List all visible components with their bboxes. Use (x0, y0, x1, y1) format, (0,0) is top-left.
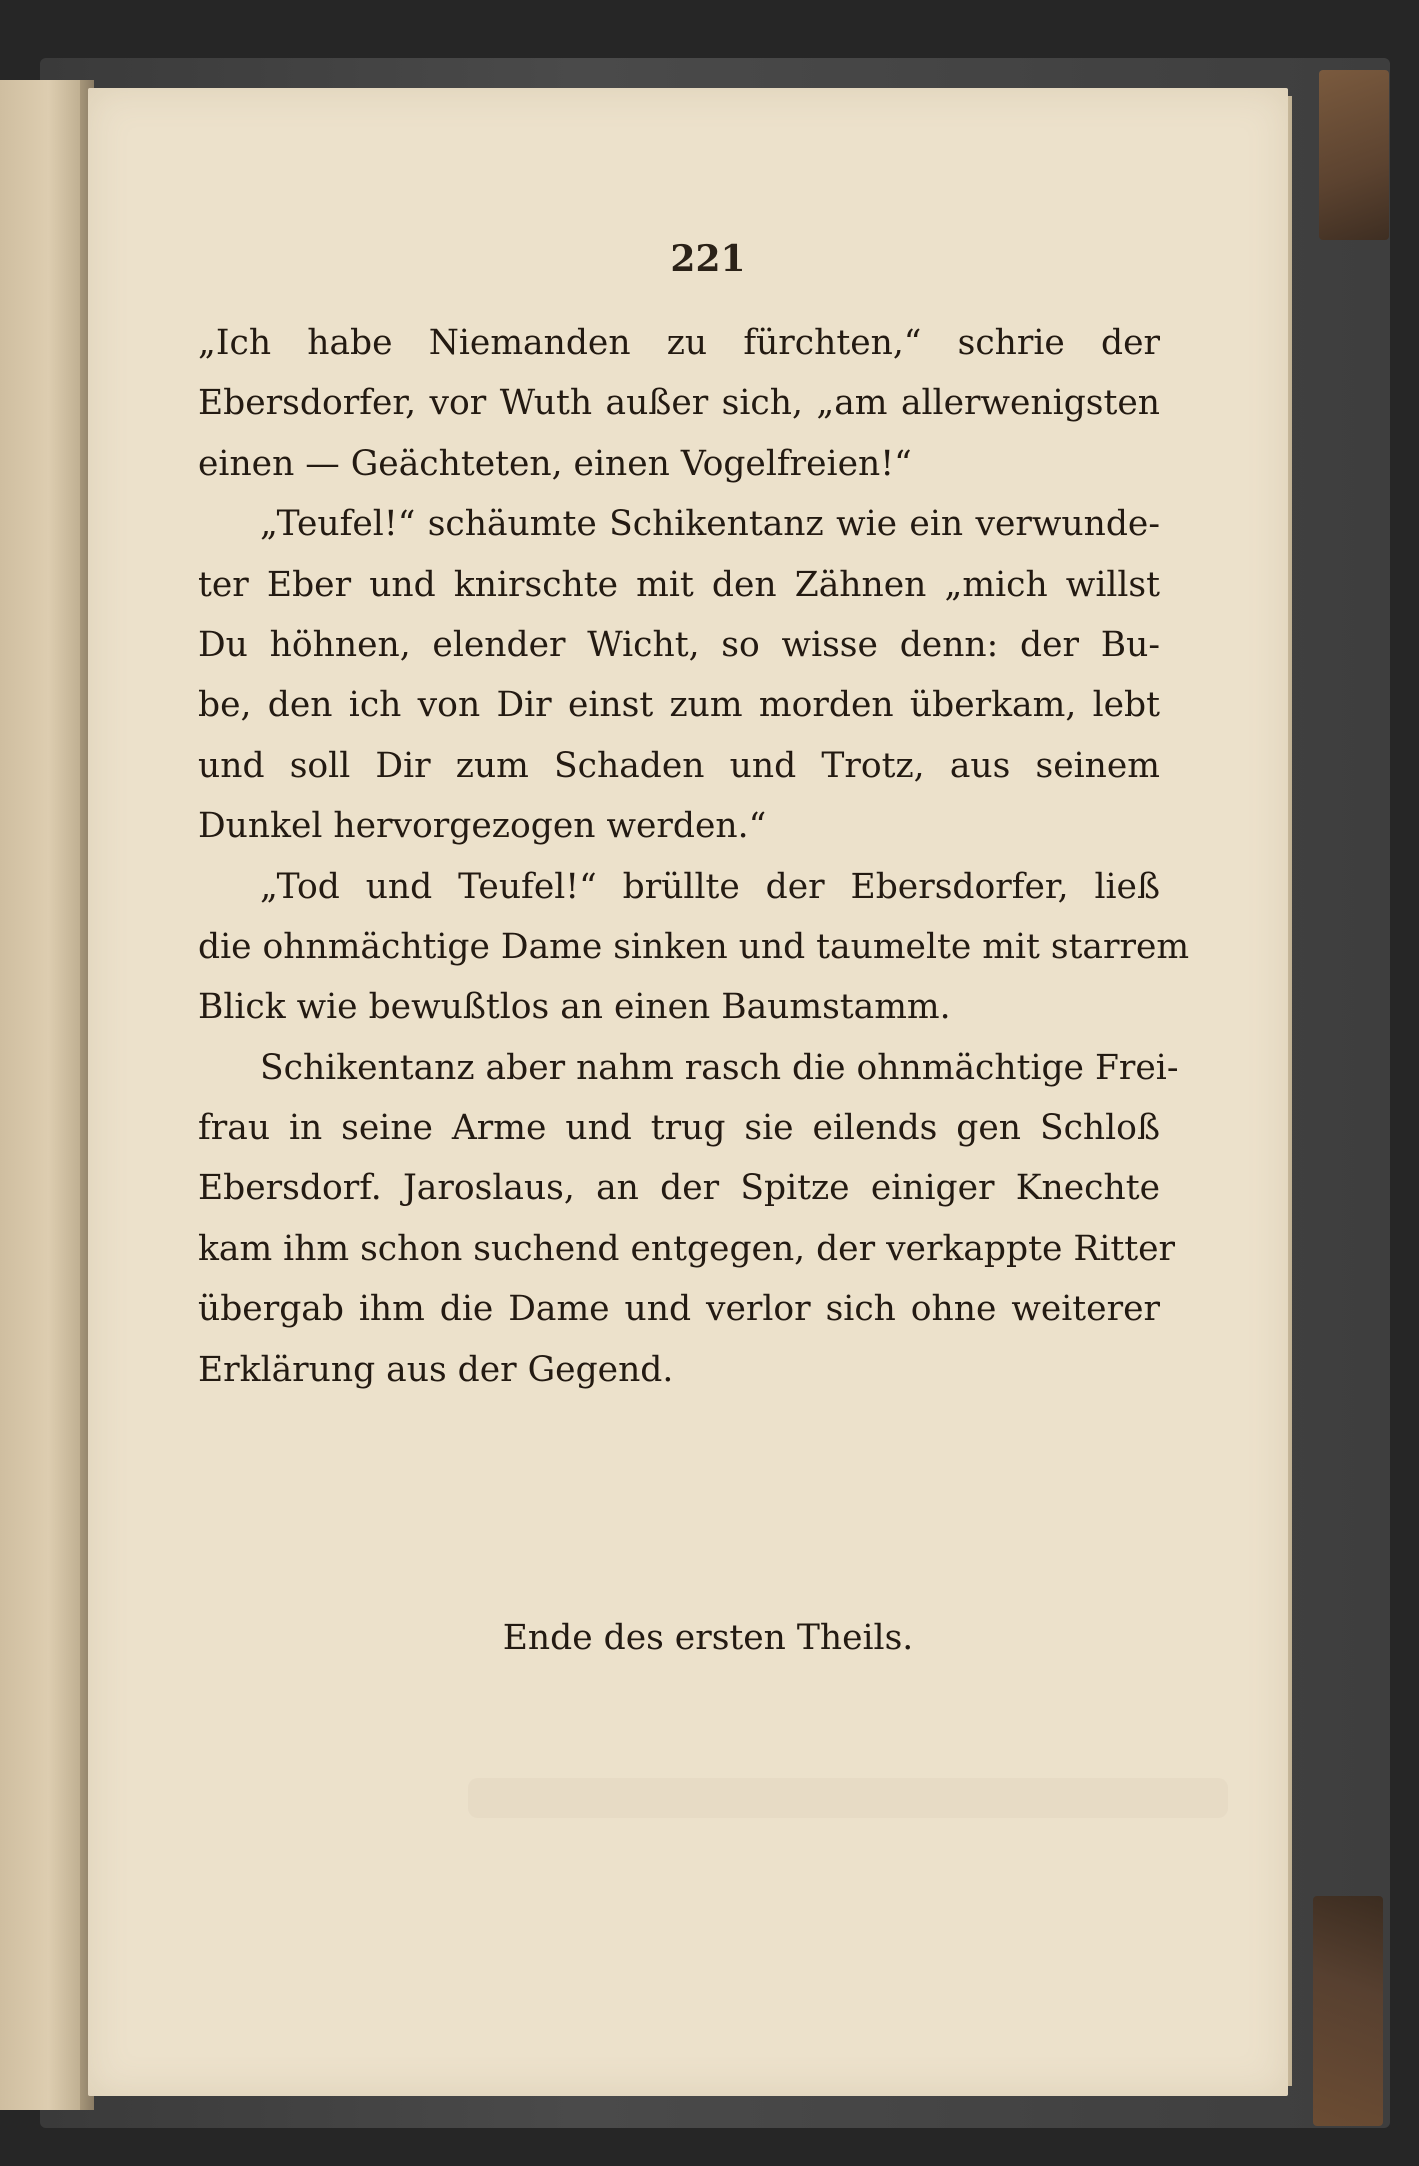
left-page-edge (0, 80, 88, 2110)
text-line: Blick wie bewußtlos an einen Baumstamm. (198, 987, 951, 1028)
text-line: Ebersdorf. Jaroslaus, an der Spitze einiger Knechte (198, 1168, 1160, 1209)
book-page (88, 88, 1288, 2096)
text-line: ter Eber und knirschte mit den Zähnen „mich willst (198, 564, 1160, 605)
text-line: und soll Dir zum Schaden und Trotz, aus seinem (198, 745, 1160, 786)
bleed-through-shadow (468, 1778, 1228, 1818)
text-line: „Teufel!“ schäumte Schikentanz wie ein verwunde- (260, 504, 1160, 545)
text-line: kam ihm schon suchend entgegen, der verkappte Ritter (198, 1228, 1176, 1269)
text-line: Schikentanz aber nahm rasch die ohnmächtige Frei- (260, 1047, 1179, 1088)
text-line: übergab ihm die Dame und verlor sich ohne weiterer (198, 1289, 1160, 1330)
text-line: frau in seine Arme und trug sie eilends gen Schloß (198, 1108, 1160, 1149)
text-line: einen — Geächteten, einen Vogelfreien!“ (198, 443, 912, 484)
leather-corner-bottom (1313, 1896, 1383, 2126)
text-line: Dunkel hervorgezogen werden.“ (198, 806, 767, 847)
text-line: die ohnmächtige Dame sinken und taumelte mit starrem (198, 926, 1190, 967)
page-number: 221 (670, 238, 746, 280)
end-of-volume-note: Ende des ersten Theils. (502, 1618, 914, 1658)
text-line: „Ich habe Niemanden zu fürchten,“ schrie der (198, 323, 1160, 363)
text-line: „Tod und Teufel!“ brüllte der Ebersdorfer, ließ (260, 866, 1160, 907)
text-line: Du höhnen, elender Wicht, so wisse denn: der Bu- (198, 624, 1160, 665)
body-text (198, 313, 1190, 1400)
text-line: be, den ich von Dir einst zum morden überkam, lebt (198, 685, 1160, 726)
leather-corner-top (1319, 70, 1389, 240)
text-line: Ebersdorfer, vor Wuth außer sich, „am allerwenigsten (198, 383, 1160, 424)
text-line: Erklärung aus der Gegend. (198, 1349, 674, 1390)
